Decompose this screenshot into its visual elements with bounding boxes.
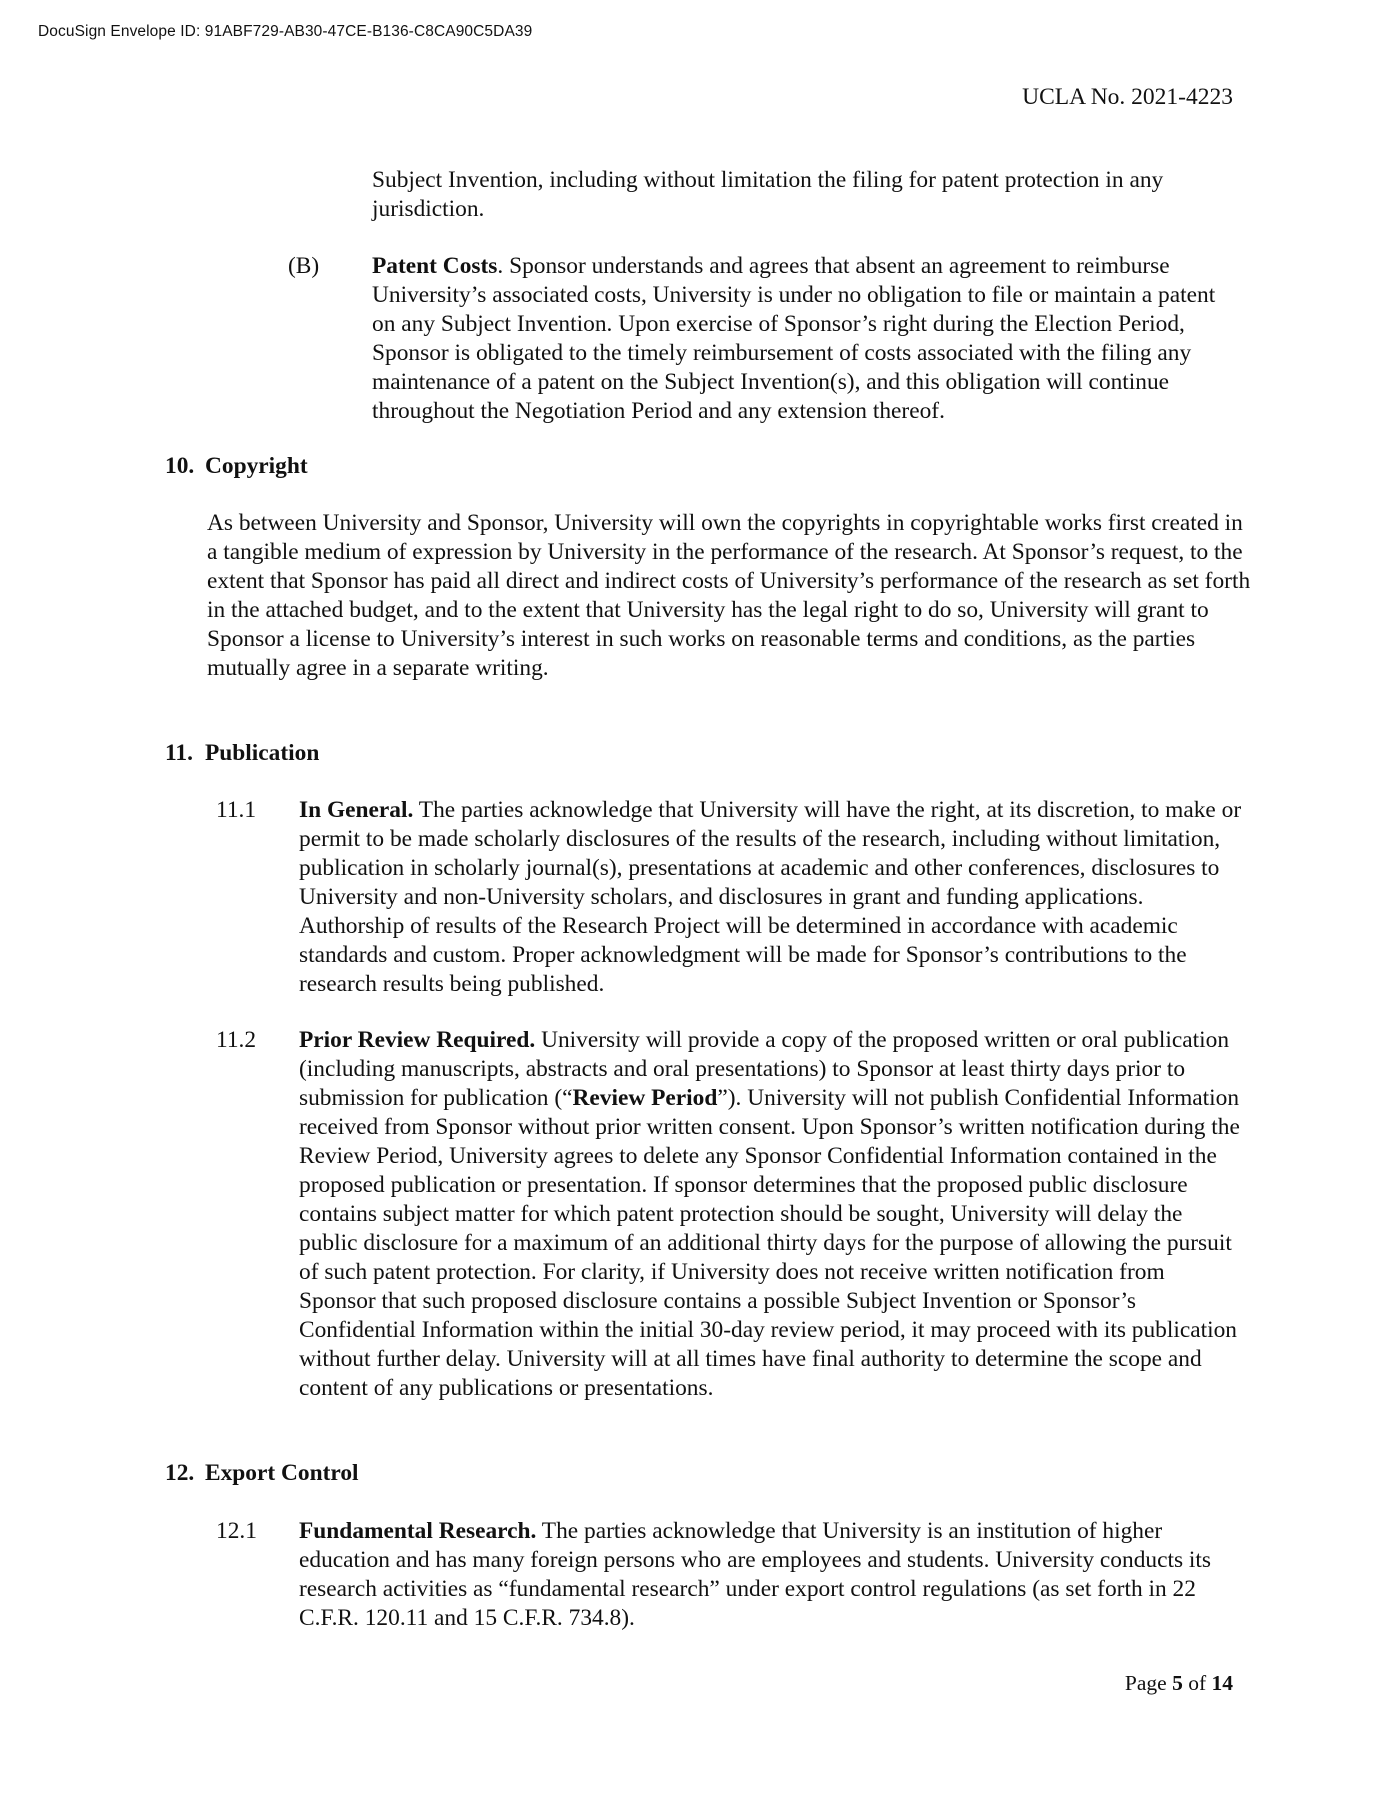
section-11-1-title: In General. bbox=[299, 797, 414, 823]
section-12-1-text: The parties acknowledge that University is an institution of higher education and has many foreign persons who are employees and students. University conducts its research activities as “fundamental research” under export control regulations (as set forth in 22 C.F.R. 120.11 and 15 C.F.R. 734.8). bbox=[299, 1518, 1212, 1631]
item-b-title: Patent Costs bbox=[372, 253, 498, 279]
section-11-2-text-a: University will provide a copy of the proposed written or oral publication (including manuscripts, abstracts and oral presentations) to Sponsor at least thirty days prior to submission for publication (“ bbox=[299, 1027, 1230, 1111]
section-11-2-text-b: ”). University will not publish Confidential Information received from Sponsor without prior written consent. Upon Sponsor’s written notification during the Review Period, University agrees to delete any Sponsor Confidential Information contained in the proposed publication or presentation. If sponsor determines that the proposed public disclosure contains subject matter for which patent protection should be sought, University will delay the public disclosure for a maximum of an additional thirty days for the purpose of allowing the pursuit of such patent protection. For clarity, if University does not receive written notification from Sponsor that such proposed disclosure contains a possible Subject Invention or Sponsor’s Confidential Information within the initial 30-day review period, it may proceed with its publication without further delay. University will at all times have final authority to determine the scope and content of any publications or presentations. bbox=[299, 1085, 1240, 1401]
item-b-paragraph bbox=[372, 252, 1242, 426]
document-number: UCLA No. 2021-4223 bbox=[1022, 84, 1233, 110]
total-pages: 14 bbox=[1211, 1671, 1233, 1695]
section-12-number: 12. bbox=[165, 1460, 195, 1486]
section-12-1-paragraph bbox=[299, 1517, 1244, 1633]
section-12-1-title: Fundamental Research. bbox=[299, 1518, 537, 1544]
section-11-1-text: The parties acknowledge that University will have the right, at its discretion, to make or permit to be made scholarly disclosures of the results of the research, including without limitation, publication in scholarly journal(s), presentations at academic and other conferences, disclosures to University and non-University scholars, and disclosures in grant and funding applications. Authorship of results of the Research Project will be determined in accordance with academic standards and custom. Proper acknowledgment will be made for Sponsor’s contributions to the research results being published. bbox=[299, 797, 1242, 997]
section-12-heading bbox=[165, 1459, 359, 1488]
section-11-heading bbox=[165, 739, 319, 768]
section-10-body: As between University and Sponsor, University will own the copyrights in copyrightable works first created in a tangible medium of expression by University in the performance of the research. At Sponsor’s request, to the extent that Sponsor has paid all direct and indirect costs of University’s performance of the research as set forth in the attached budget, and to the extent that University has the legal right to do so, University will grant to Sponsor a license to University’s interest in such works on reasonable terms and conditions, as the parties mutually agree in a separate writing. bbox=[207, 510, 1251, 681]
page-word: Page bbox=[1124, 1671, 1173, 1695]
section-11-2-title: Prior Review Required. bbox=[299, 1027, 536, 1053]
review-period-term: Review Period bbox=[572, 1085, 718, 1111]
current-page: 5 bbox=[1172, 1671, 1183, 1695]
section-12-title: Export Control bbox=[205, 1460, 359, 1486]
item-b-marker: (B) bbox=[288, 253, 320, 279]
section-11-title: Publication bbox=[205, 740, 320, 766]
docusign-envelope-id: DocuSign Envelope ID: 91ABF729-AB30-47CE-B136-C8CA90C5DA39 bbox=[38, 23, 533, 40]
section-10-number: 10. bbox=[165, 453, 195, 479]
page-number bbox=[1125, 1671, 1233, 1696]
of-word: of bbox=[1182, 1671, 1212, 1695]
section-11-1-paragraph bbox=[299, 796, 1244, 999]
section-11-1-number: 11.1 bbox=[216, 797, 257, 823]
section-11-2-number: 11.2 bbox=[216, 1027, 257, 1053]
section-10-title: Copyright bbox=[205, 453, 308, 479]
section-11-number: 11. bbox=[165, 740, 193, 766]
section-10-heading bbox=[165, 452, 308, 481]
section-12-1-number: 12.1 bbox=[216, 1518, 257, 1544]
section-11-2-paragraph bbox=[299, 1026, 1244, 1403]
item-b-text: . Sponsor understands and agrees that absent an agreement to reimburse University’s associated costs, University is under no obligation to file or maintain a patent on any Subject Invention. Upon exercise of Sponsor’s right during the Election Period, Sponsor is obligated to the timely reimbursement of costs associated with the filing any maintenance of a patent on the Subject Invention(s), and this obligation will continue throughout the Negotiation Period and any extension thereof. bbox=[372, 253, 1216, 424]
continuation-paragraph: Subject Invention, including without limitation the filing for patent protection in any jurisdiction. bbox=[372, 167, 1164, 222]
